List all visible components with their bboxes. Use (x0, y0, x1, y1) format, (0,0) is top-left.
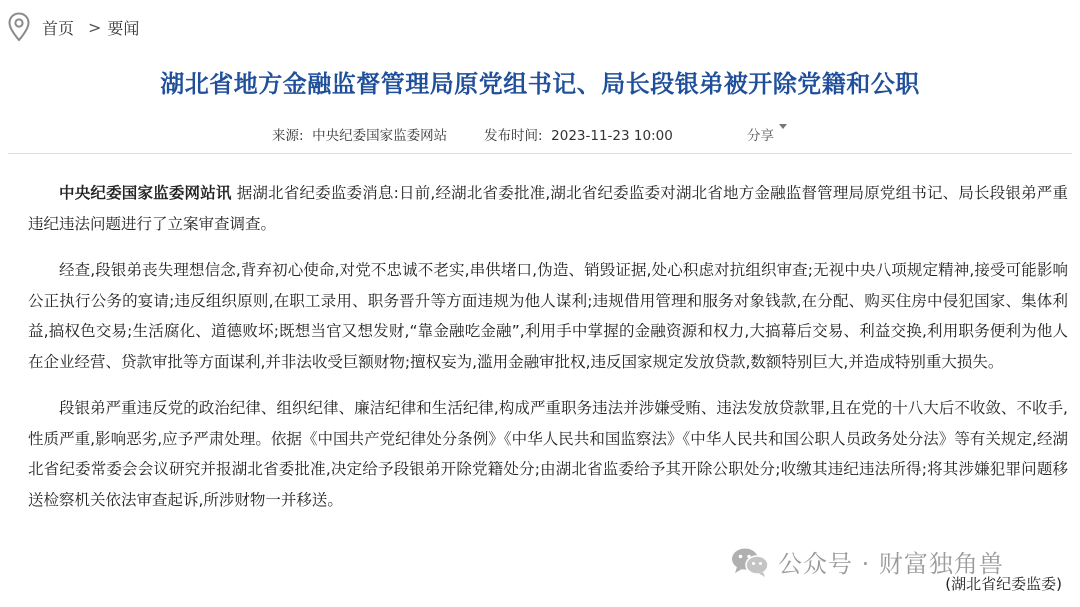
pubtime-value: 2023-11-23 10:00 (551, 128, 673, 144)
breadcrumb-separator: > (88, 17, 102, 37)
breadcrumb (8, 12, 139, 42)
page-title: 湖北省地方金融监督管理局原党组书记、局长段银弟被开除党籍和公职 (160, 70, 920, 98)
breadcrumb-home-link[interactable]: 首页 (42, 18, 75, 38)
article-pubtime (484, 124, 673, 144)
article-meta (0, 124, 1080, 144)
paragraph-text: 据湖北省纪委监委消息:日前,经湖北省委批准,湖北省纪委监委对湖北省地方金融监督管理局原党组书记、局长段银弟严重违纪违法问题进行了立案审查调查。 (28, 184, 1068, 233)
source-value: 中央纪委国家监委网站 (312, 128, 448, 144)
wechat-icon (730, 546, 770, 578)
location-pin-icon (8, 12, 30, 42)
share-label: 分享 (747, 128, 774, 144)
article-paragraph: 经查,段银弟丧失理想信念,背弃初心使命,对党不忠诚不老实,串供堵口,伪造、销毁证据,处心积虑对抗组织审查;无视中央八项规定精神,接受可能影响公正执行公务的宴请;违反组织原则,在职工录用、职务晋升等方面违规为他人谋利;违规借用管理和服务对象钱款,在分配、购买住房中侵犯国家、集体利益,搞权色交易;生活腐化、道德败坏;既想当官又想发财,“靠金融吃金融”,利用手中掌握的金融资源和权力,大搞幕后交易、利益交换,利用职务便利为他人在企业经营、贷款审批等方面谋利,并非法收受巨额财物;擅权妄为,滥用金融审批权,违反国家规定发放贷款,数额特别巨大,并造成特别重大损失。 (28, 261, 1068, 371)
article-paragraph (28, 178, 1068, 239)
article-paragraph: 段银弟严重违反党的政治纪律、组织纪律、廉洁纪律和生活纪律,构成严重职务违法并涉嫌受贿、违法发放贷款罪,且在党的十八大后不收敛、不收手,性质严重,影响恶劣,应予严肃处理。依据《中国共产党纪律处分条例》《中华人民共和国监察法》《中华人民共和国公职人员政务处分法》等有关规定,经湖北省纪委常委会会议研究并报湖北省委批准,决定给予段银弟开除党籍处分;由湖北省监委给予其开除公职处分;收缴其违纪违法所得;将其涉嫌犯罪问题移送检察机关依法审查起诉,所涉财物一并移送。 (28, 399, 1068, 509)
watermark-text: 公众号 · 财富独角兽 (778, 550, 1004, 578)
header-divider (8, 153, 1072, 154)
article-body (28, 178, 1068, 531)
source-label: 来源: (272, 128, 304, 144)
article-signature: (湖北省纪委监委) (945, 575, 1062, 593)
breadcrumb-current[interactable]: 要闻 (107, 18, 140, 38)
pubtime-label: 发布时间: (484, 128, 543, 144)
lead-dateline: 中央纪委国家监委网站讯 (59, 184, 232, 202)
chevron-down-icon (779, 124, 787, 129)
share-button[interactable] (747, 124, 774, 144)
article-source (272, 124, 447, 144)
